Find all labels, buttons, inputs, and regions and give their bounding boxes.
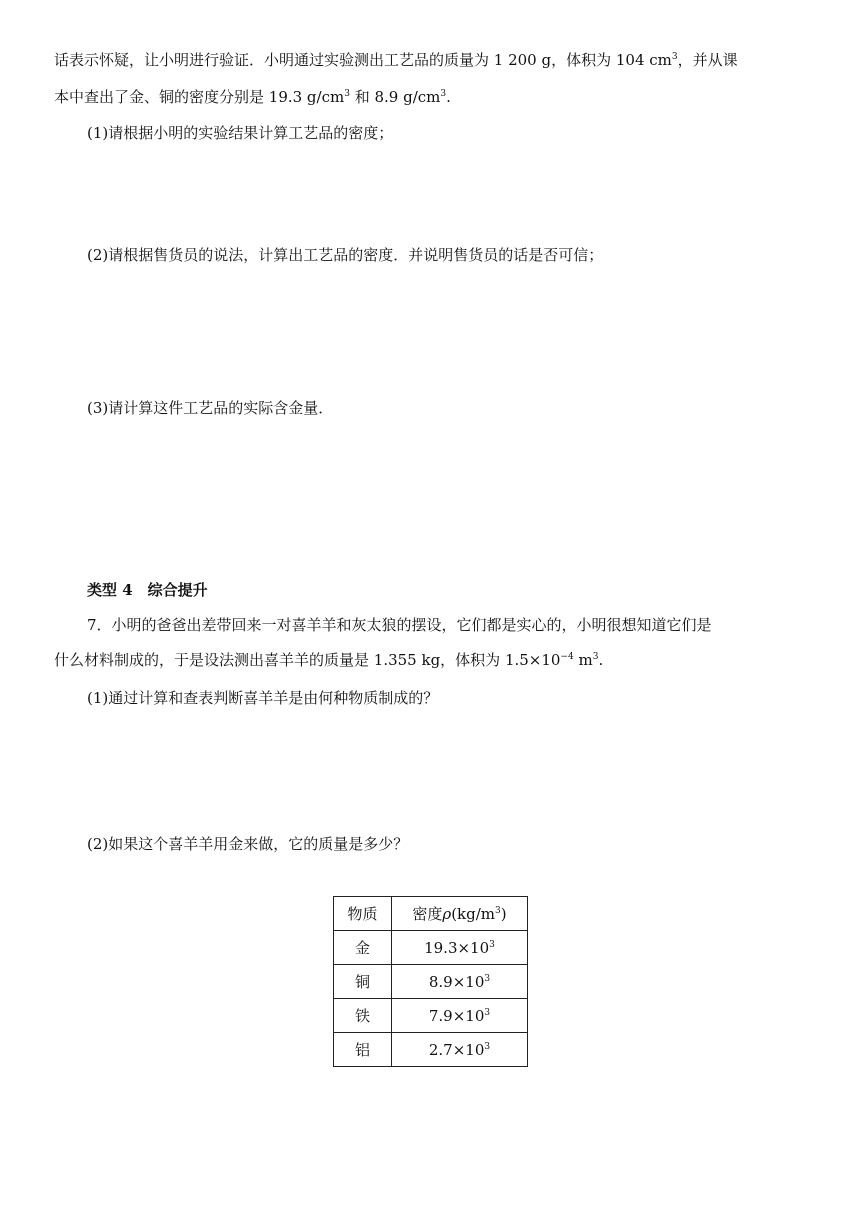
text-segment: 什么材料制成的，于是设法测出喜羊羊的质量是 1.355 kg，体积为 1.5×10 [54,651,561,669]
rho-symbol: ρ [442,904,452,923]
cell-density [392,931,528,965]
cell-density [392,965,528,999]
problem-6-text-line-2 [54,87,451,107]
text-segment: ) [500,904,507,923]
text-segment: 8.9×10 [428,972,485,991]
cell-substance: 铝 [334,1033,392,1067]
superscript: 3 [344,89,350,99]
problem-7-text-line-1: 7．小明的爸爸出差带回来一对喜羊羊和灰太狼的摆设，它们都是实心的，小明很想知道它们是 [87,616,712,634]
text-segment: (kg/m [451,904,496,923]
text-segment: 19.3×10 [424,938,490,957]
table-row [334,999,528,1033]
header-density [392,897,528,931]
superscript: 3 [495,905,501,916]
cell-density [392,999,528,1033]
superscript: 3 [671,52,678,62]
question-7-2: (2)如果这个喜羊羊用金来做，它的质量是多少？ [87,835,409,853]
superscript: 3 [489,939,495,950]
problem-7-text-line-2 [54,650,603,670]
cell-substance: 金 [334,931,392,965]
text-segment: . [446,88,451,106]
text-segment: ，并从课 [677,51,738,69]
header-substance: 物质 [334,897,392,931]
text-segment: 话表示怀疑，让小明进行验证．小明通过实验测出工艺品的质量为 1 200 g，体积为 104 cm [54,51,672,69]
text-segment: 本中查出了金、铜的密度分别是 19.3 g/cm [54,88,345,106]
text-segment: 密度 [412,904,443,923]
text-segment: 2.7×10 [428,1040,485,1059]
question-6-2: (2)请根据售货员的说法，计算出工艺品的密度．并说明售货员的话是否可信； [87,246,604,264]
table-row [334,931,528,965]
text-segment: m [573,651,593,669]
text-segment: . [598,651,604,669]
question-7-1: (1)通过计算和查表判断喜羊羊是由何种物质制成的？ [87,689,439,707]
text-segment: 7.9×10 [428,1006,485,1025]
table-header-row [334,897,528,931]
superscript: 3 [484,1041,491,1052]
section-heading: 类型 4 综合提升 [87,581,208,599]
superscript: 3 [484,973,491,984]
cell-density [392,1033,528,1067]
cell-substance: 铜 [334,965,392,999]
superscript: 3 [484,1007,491,1018]
density-table [333,896,528,1067]
question-6-1: (1)请根据小明的实验结果计算工艺品的密度； [87,124,394,142]
table-row [334,965,528,999]
superscript: 3 [592,652,599,662]
question-6-3: (3)请计算这件工艺品的实际含金量． [87,399,334,417]
superscript: −4 [560,652,574,662]
cell-substance: 铁 [334,999,392,1033]
problem-6-text-line-1 [54,50,738,70]
text-segment: 和 8.9 g/cm [349,88,441,106]
table-row [334,1033,528,1067]
superscript: 3 [440,89,447,99]
